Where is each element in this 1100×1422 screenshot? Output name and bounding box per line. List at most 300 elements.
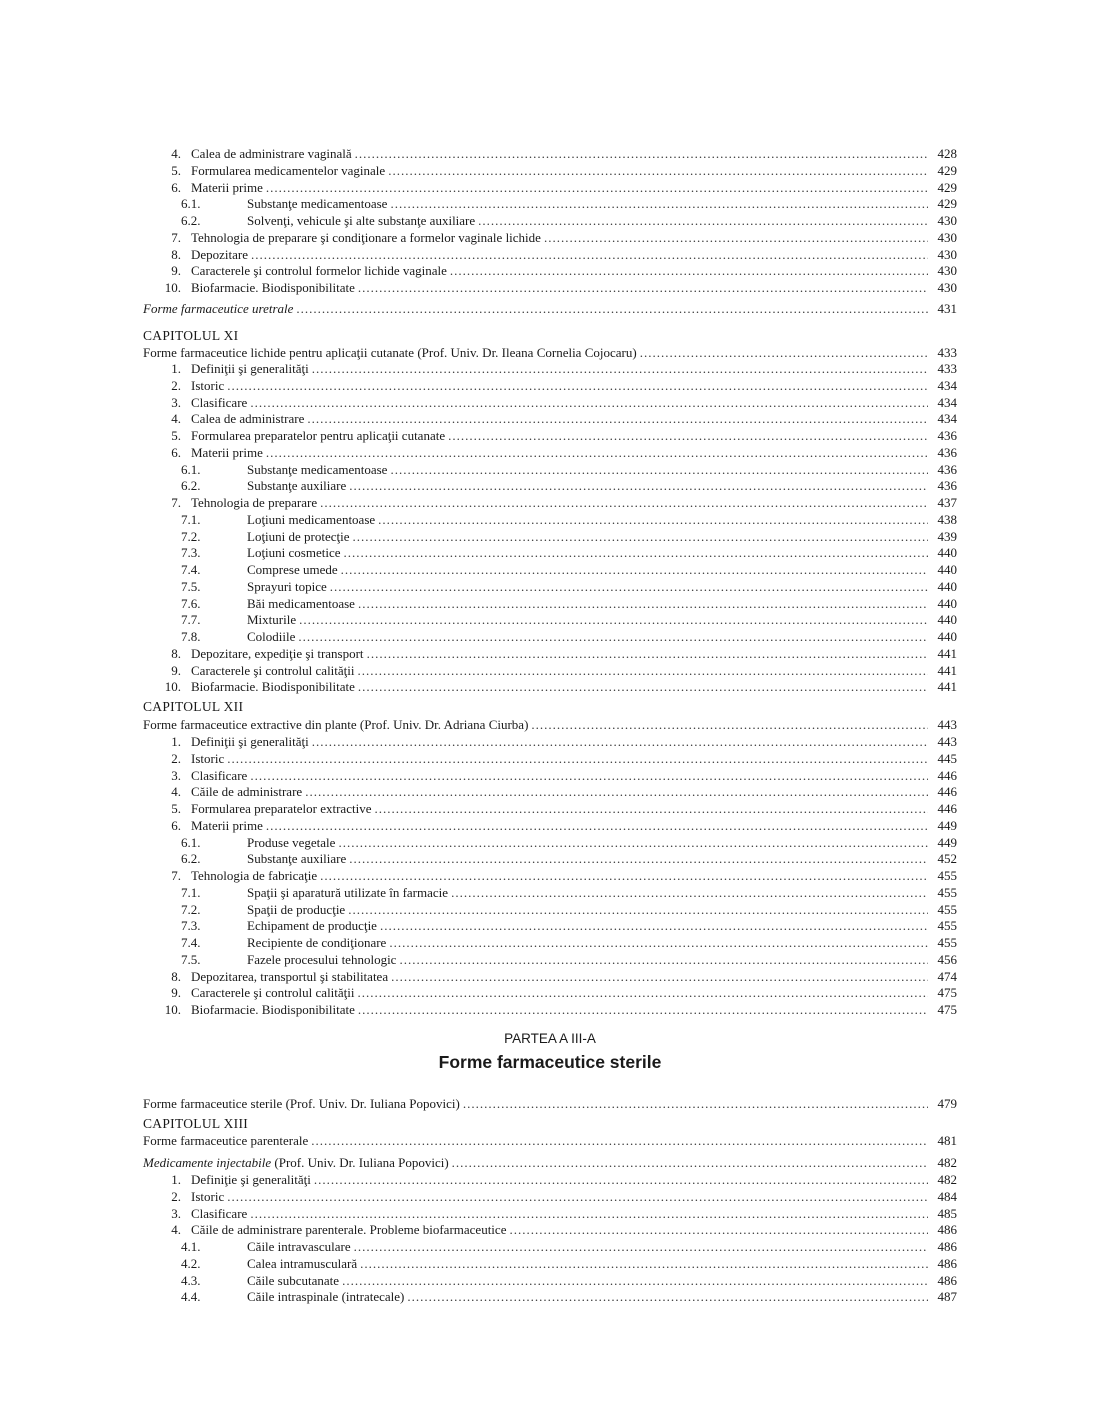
entry-page: 452 bbox=[937, 851, 957, 867]
entry-label: Recipiente de condiţionare bbox=[247, 935, 387, 950]
entry-label: Clasificare bbox=[191, 1205, 248, 1221]
entry-label: Materii prime bbox=[191, 817, 263, 833]
toc-entry bbox=[143, 213, 957, 229]
entry-number: 1. bbox=[171, 361, 181, 376]
entry-number: 7.4. bbox=[181, 935, 201, 950]
leader-dots bbox=[450, 263, 928, 279]
entry-label: Substanţe auxiliare bbox=[247, 478, 347, 494]
entry-number: 6.2. bbox=[181, 213, 201, 228]
entry-number: 6. bbox=[171, 444, 181, 460]
leader-dots bbox=[312, 361, 928, 377]
toc-entry bbox=[143, 247, 957, 263]
toc-entry bbox=[143, 679, 957, 695]
entry-label: Definiţii şi generalităţi bbox=[191, 361, 309, 376]
toc-entry bbox=[143, 985, 957, 1001]
entry-number: 9. bbox=[171, 662, 181, 678]
entry-number: 3. bbox=[171, 767, 181, 783]
leader-dots bbox=[227, 1189, 928, 1205]
toc-entry bbox=[143, 612, 957, 628]
entry-page: 438 bbox=[937, 511, 957, 527]
entry-label: Definiţii şi generalităţi bbox=[191, 734, 309, 749]
entry-label: Forme farmaceutice uretrale bbox=[143, 301, 294, 316]
toc-entry bbox=[143, 428, 957, 444]
entry-page: 482 bbox=[937, 1172, 957, 1187]
entry-number: 7.5. bbox=[181, 578, 201, 594]
toc-entry-sterile bbox=[143, 1096, 957, 1112]
entry-page: 430 bbox=[937, 263, 957, 279]
entry-page: 430 bbox=[937, 280, 957, 295]
leader-dots bbox=[349, 478, 928, 494]
entry-page: 429 bbox=[937, 196, 957, 212]
entry-label: Căile de administrare parenterale. Probleme biofarmaceutice bbox=[191, 1222, 507, 1238]
leader-dots bbox=[390, 196, 928, 212]
entry-number: 10. bbox=[164, 1002, 181, 1017]
entry-number: 7.8. bbox=[181, 629, 201, 644]
entry-label: Tehnologia de fabricaţie bbox=[191, 868, 318, 883]
part-title: Forme farmaceutice sterile bbox=[438, 1052, 662, 1072]
leader-dots bbox=[266, 180, 928, 196]
entry-page: 440 bbox=[937, 595, 957, 611]
leader-dots bbox=[399, 952, 928, 968]
entry-page: 475 bbox=[937, 985, 957, 1001]
toc-entry bbox=[143, 395, 957, 411]
leader-dots bbox=[227, 378, 928, 394]
leader-dots bbox=[250, 395, 928, 411]
entry-label: Calea de administrare bbox=[191, 411, 305, 427]
entry-number: 4.2. bbox=[181, 1255, 201, 1271]
entry-number: 6.1. bbox=[181, 196, 201, 212]
entry-number: 7.1. bbox=[181, 884, 201, 900]
entry-page: 439 bbox=[937, 528, 957, 544]
entry-label: Loţiuni medicamentoase bbox=[247, 511, 376, 527]
leader-dots bbox=[296, 301, 928, 317]
leader-dots bbox=[298, 629, 928, 645]
leader-dots bbox=[407, 1289, 928, 1305]
leader-dots bbox=[311, 1133, 928, 1149]
entry-page: 430 bbox=[937, 213, 957, 228]
entry-page: 433 bbox=[937, 361, 957, 376]
leader-dots bbox=[344, 545, 928, 561]
entry-number: 6.2. bbox=[181, 851, 201, 867]
entry-number: 7.2. bbox=[181, 901, 201, 917]
leader-dots bbox=[367, 646, 928, 662]
entry-number: 10. bbox=[164, 280, 181, 295]
leader-dots bbox=[544, 230, 928, 246]
chapter-title-entry bbox=[143, 345, 957, 361]
leader-dots bbox=[349, 851, 928, 867]
toc-entry bbox=[143, 529, 957, 545]
entry-number: 7.1. bbox=[181, 511, 201, 527]
entry-label: Istoric bbox=[191, 377, 225, 393]
leader-dots bbox=[448, 428, 928, 444]
entry-label: Forme farmaceutice lichide pentru aplicaţii cutanate (Prof. Univ. Dr. Ileana Cornelia Cojocaru) bbox=[143, 345, 637, 360]
entry-number: 1. bbox=[171, 1172, 181, 1187]
toc-entry bbox=[143, 1273, 957, 1289]
toc-entry bbox=[143, 495, 957, 511]
leader-dots bbox=[307, 411, 928, 427]
entry-label: Formularea medicamentelor vaginale bbox=[191, 162, 386, 178]
entry-number: 3. bbox=[171, 394, 181, 410]
entry-label: Forme farmaceutice parenterale bbox=[143, 1133, 309, 1148]
toc-entry bbox=[143, 180, 957, 196]
entry-page: 436 bbox=[937, 478, 957, 494]
entry-label: Căile intraspinale (intratecale) bbox=[247, 1289, 405, 1305]
toc-entry bbox=[143, 918, 957, 934]
entry-page: 455 bbox=[937, 868, 957, 883]
entry-page: 446 bbox=[937, 801, 957, 816]
toc-entry bbox=[143, 280, 957, 296]
entry-number: 6.2. bbox=[181, 478, 201, 494]
entry-page: 449 bbox=[937, 834, 957, 850]
toc-entry bbox=[143, 784, 957, 800]
leader-dots bbox=[358, 1002, 928, 1018]
leader-dots bbox=[358, 596, 928, 612]
entry-number: 7.2. bbox=[181, 528, 201, 544]
entry-number: 7. bbox=[171, 868, 181, 883]
leader-dots bbox=[299, 612, 928, 628]
leader-dots bbox=[358, 663, 928, 679]
entry-page: 455 bbox=[937, 884, 957, 900]
entry-page: 429 bbox=[937, 162, 957, 178]
toc-entry bbox=[143, 885, 957, 901]
entry-page: 486 bbox=[937, 1222, 957, 1238]
leader-dots bbox=[250, 1206, 928, 1222]
leader-dots bbox=[250, 768, 928, 784]
leader-dots bbox=[531, 717, 928, 733]
leader-dots bbox=[312, 734, 928, 750]
leader-dots bbox=[388, 163, 928, 179]
entry-label: Mixturile bbox=[247, 612, 297, 628]
toc-entry bbox=[143, 596, 957, 612]
toc-entry bbox=[143, 445, 957, 461]
toc-entry bbox=[143, 835, 957, 851]
entry-label: Substanţe auxiliare bbox=[247, 851, 347, 867]
entry-label: Istoric bbox=[191, 750, 225, 766]
toc-entry bbox=[143, 1222, 957, 1238]
entry-number: 7.4. bbox=[181, 562, 201, 577]
toc-entry bbox=[143, 562, 957, 578]
entry-page: 446 bbox=[937, 767, 957, 783]
leader-dots bbox=[451, 885, 928, 901]
leader-dots bbox=[463, 1096, 928, 1112]
entry-page: 431 bbox=[937, 301, 957, 316]
toc-entry bbox=[143, 751, 957, 767]
entry-page: 436 bbox=[937, 461, 957, 477]
entry-page: 437 bbox=[937, 495, 957, 510]
entry-label: Materii prime bbox=[191, 444, 263, 460]
entry-label: Forme farmaceutice sterile (Prof. Univ. Dr. Iuliana Popovici) bbox=[143, 1096, 460, 1111]
entry-label: Depozitarea, transportul şi stabilitatea bbox=[191, 968, 389, 984]
toc-entry bbox=[143, 1189, 957, 1205]
leader-dots bbox=[330, 579, 928, 595]
entry-label: Tehnologia de preparare şi condiţionare a formelor vaginale lichide bbox=[191, 229, 541, 245]
entry-label: Caracterele şi controlul calităţii bbox=[191, 985, 355, 1001]
entry-page: 433 bbox=[937, 345, 957, 360]
toc-entry bbox=[143, 902, 957, 918]
entry-number: 6. bbox=[171, 179, 181, 195]
leader-dots bbox=[478, 213, 928, 229]
entry-number: 4. bbox=[171, 411, 181, 427]
entry-label: Căile subcutanate bbox=[247, 1272, 340, 1288]
entry-number: 7.6. bbox=[181, 595, 201, 611]
entry-label: Biofarmacie. Biodisponibilitate bbox=[191, 1002, 355, 1017]
entry-page: 455 bbox=[937, 918, 957, 934]
toc-entry bbox=[143, 512, 957, 528]
leader-dots bbox=[354, 1239, 928, 1255]
leader-dots bbox=[360, 1256, 928, 1272]
entry-number: 4.4. bbox=[181, 1289, 201, 1305]
toc-entry bbox=[143, 851, 957, 867]
leader-dots bbox=[341, 562, 928, 578]
leader-dots bbox=[509, 1222, 928, 1238]
toc-entry bbox=[143, 230, 957, 246]
entry-label: Băi medicamentoase bbox=[247, 595, 355, 611]
entry-number: 7. bbox=[171, 229, 181, 245]
entry-number: 10. bbox=[164, 679, 181, 695]
toc-entry-uretrale bbox=[143, 301, 957, 317]
entry-number: 2. bbox=[171, 1188, 181, 1204]
entry-label: Fazele procesului tehnologic bbox=[247, 951, 397, 967]
entry-label: Substanţe medicamentoase bbox=[247, 461, 388, 477]
entry-label: Forme farmaceutice extractive din plante (Prof. Univ. Dr. Adriana Ciurba) bbox=[143, 717, 529, 732]
entry-label: Comprese umede bbox=[247, 562, 338, 577]
leader-dots bbox=[640, 345, 928, 361]
chapter-heading: CAPITOLUL XII bbox=[143, 699, 244, 714]
entry-number: 6. bbox=[171, 817, 181, 833]
chapter-heading: CAPITOLUL XIII bbox=[143, 1116, 249, 1131]
entry-page: 484 bbox=[937, 1188, 957, 1204]
leader-dots bbox=[380, 918, 928, 934]
entry-number: 8. bbox=[171, 968, 181, 984]
entry-label: Spaţii şi aparatură utilizate în farmacie bbox=[247, 884, 449, 900]
entry-page: 434 bbox=[937, 377, 957, 393]
entry-page: 441 bbox=[937, 662, 957, 678]
leader-dots bbox=[314, 1172, 928, 1188]
entry-label: Colodiile bbox=[247, 629, 296, 644]
entry-page: 449 bbox=[937, 817, 957, 833]
entry-number: 5. bbox=[171, 162, 181, 178]
toc-entry bbox=[143, 768, 957, 784]
entry-label: Materii prime bbox=[191, 179, 263, 195]
toc-entry bbox=[143, 935, 957, 951]
entry-number: 6.1. bbox=[181, 834, 201, 850]
entry-label: Căile de administrare bbox=[191, 784, 303, 800]
entry-page: 455 bbox=[937, 935, 957, 950]
toc-entry bbox=[143, 462, 957, 478]
entry-page: 446 bbox=[937, 784, 957, 800]
leader-dots bbox=[251, 247, 928, 263]
entry-number: 2. bbox=[171, 750, 181, 766]
entry-page: 436 bbox=[937, 428, 957, 443]
entry-number: 4. bbox=[171, 146, 181, 161]
entry-label: Solvenţi, vehicule şi alte substanţe auxiliare bbox=[247, 213, 476, 228]
entry-number: 5. bbox=[171, 428, 181, 443]
entry-page: 430 bbox=[937, 229, 957, 245]
entry-page: 441 bbox=[937, 645, 957, 661]
entry-label: Calea de administrare vaginală bbox=[191, 146, 352, 161]
leader-dots bbox=[338, 835, 928, 851]
toc-entry bbox=[143, 545, 957, 561]
leader-dots bbox=[227, 751, 928, 767]
toc-entry bbox=[143, 646, 957, 662]
entry-page: 430 bbox=[937, 246, 957, 262]
entry-number: 7.3. bbox=[181, 545, 201, 561]
entry-label: Biofarmacie. Biodisponibilitate bbox=[191, 679, 355, 695]
entry-page: 440 bbox=[937, 578, 957, 594]
toc-entry bbox=[143, 1256, 957, 1272]
leader-dots bbox=[389, 935, 928, 951]
toc-entry bbox=[143, 478, 957, 494]
entry-label: Caracterele şi controlul calităţii bbox=[191, 662, 355, 678]
leader-dots bbox=[355, 146, 928, 162]
entry-page: 485 bbox=[937, 1205, 957, 1221]
entry-page: 436 bbox=[937, 444, 957, 460]
entry-page: 482 bbox=[937, 1155, 957, 1170]
entry-page: 487 bbox=[937, 1289, 957, 1305]
entry-page: 440 bbox=[937, 612, 957, 628]
entry-label: Biofarmacie. Biodisponibilitate bbox=[191, 280, 355, 295]
toc-entry bbox=[143, 818, 957, 834]
entry-number: 4. bbox=[171, 1222, 181, 1238]
toc-entry bbox=[143, 378, 957, 394]
entry-number: 7.5. bbox=[181, 951, 201, 967]
entry-page: 440 bbox=[937, 629, 957, 644]
entry-number: 9. bbox=[171, 985, 181, 1001]
leader-dots bbox=[391, 969, 928, 985]
entry-number: 9. bbox=[171, 263, 181, 279]
leader-dots bbox=[378, 512, 928, 528]
entry-page: 440 bbox=[937, 545, 957, 561]
leader-dots bbox=[342, 1273, 928, 1289]
toc-entry bbox=[143, 361, 957, 377]
leader-dots bbox=[358, 280, 928, 296]
entry-number: 3. bbox=[171, 1205, 181, 1221]
toc-entry bbox=[143, 411, 957, 427]
leader-dots bbox=[320, 868, 928, 884]
entry-label: Loţiuni cosmetice bbox=[247, 545, 341, 561]
entry-number: 5. bbox=[171, 801, 181, 816]
entry-page: 475 bbox=[937, 1002, 957, 1017]
leader-dots bbox=[305, 784, 928, 800]
entry-label-author: (Prof. Univ. Dr. Iuliana Popovici) bbox=[271, 1155, 449, 1170]
entry-label: Istoric bbox=[191, 1188, 225, 1204]
entry-label: Depozitare bbox=[191, 246, 249, 262]
chapter-heading: CAPITOLUL XI bbox=[143, 328, 239, 343]
entry-label: Formularea preparatelor extractive bbox=[191, 801, 372, 816]
toc-entry bbox=[143, 1172, 957, 1188]
entry-label: Calea intramusculară bbox=[247, 1255, 358, 1271]
entry-label bbox=[143, 1155, 449, 1171]
toc-entry bbox=[143, 1239, 957, 1255]
toc-entry bbox=[143, 146, 957, 162]
toc-entry bbox=[143, 1289, 957, 1305]
toc-entry bbox=[143, 1002, 957, 1018]
entry-label: Formularea preparatelor pentru aplicaţii cutanate bbox=[191, 428, 446, 443]
entry-label: Depozitare, expediţie şi transport bbox=[191, 645, 364, 661]
entry-label: Loţiuni de protecţie bbox=[247, 528, 350, 544]
entry-page: 440 bbox=[937, 562, 957, 577]
toc-entry bbox=[143, 1206, 957, 1222]
chapter-title-entry bbox=[143, 717, 957, 733]
entry-label: Echipament de producţie bbox=[247, 918, 377, 934]
entry-page: 479 bbox=[937, 1096, 957, 1111]
entry-number: 8. bbox=[171, 645, 181, 661]
toc-entry bbox=[143, 663, 957, 679]
entry-page: 443 bbox=[937, 717, 957, 732]
entry-number: 2. bbox=[171, 377, 181, 393]
leader-dots bbox=[452, 1155, 928, 1171]
entry-page: 434 bbox=[937, 411, 957, 427]
toc-entry bbox=[143, 734, 957, 750]
chapter-title-entry bbox=[143, 1133, 957, 1149]
entry-page: 486 bbox=[937, 1239, 957, 1254]
leader-dots bbox=[348, 902, 928, 918]
entry-label-italic: Medicamente injectabile bbox=[143, 1155, 272, 1170]
leader-dots bbox=[353, 529, 928, 545]
entry-number: 4.1. bbox=[181, 1239, 201, 1254]
entry-page: 486 bbox=[937, 1272, 957, 1288]
toc-entry bbox=[143, 579, 957, 595]
entry-number: 7.3. bbox=[181, 918, 201, 934]
entry-page: 445 bbox=[937, 750, 957, 766]
toc-entry-injectabile bbox=[143, 1155, 957, 1171]
entry-label: Produse vegetale bbox=[247, 834, 336, 850]
entry-page: 481 bbox=[937, 1133, 957, 1148]
entry-page: 486 bbox=[937, 1255, 957, 1271]
entry-label: Substanţe medicamentoase bbox=[247, 196, 388, 212]
leader-dots bbox=[320, 495, 928, 511]
leader-dots bbox=[358, 985, 928, 1001]
entry-number: 4. bbox=[171, 784, 181, 800]
entry-label: Clasificare bbox=[191, 767, 248, 783]
entry-label: Sprayuri topice bbox=[247, 578, 327, 594]
entry-number: 7.7. bbox=[181, 612, 201, 628]
entry-label: Clasificare bbox=[191, 394, 248, 410]
entry-page: 429 bbox=[937, 179, 957, 195]
toc-entry bbox=[143, 801, 957, 817]
entry-number: 4.3. bbox=[181, 1272, 201, 1288]
entry-number: 1. bbox=[171, 734, 181, 749]
toc-entry bbox=[143, 196, 957, 212]
entry-page: 443 bbox=[937, 734, 957, 749]
leader-dots bbox=[266, 445, 928, 461]
entry-number: 6.1. bbox=[181, 461, 201, 477]
toc-entry bbox=[143, 629, 957, 645]
entry-label: Spaţii de producţie bbox=[247, 901, 346, 917]
leader-dots bbox=[390, 462, 928, 478]
entry-label: Tehnologia de preparare bbox=[191, 495, 318, 510]
entry-number: 8. bbox=[171, 246, 181, 262]
leader-dots bbox=[266, 818, 928, 834]
toc-entry bbox=[143, 163, 957, 179]
toc-entry bbox=[143, 969, 957, 985]
leader-dots bbox=[374, 801, 928, 817]
entry-page: 428 bbox=[937, 146, 957, 161]
entry-label: Caracterele şi controlul formelor lichide vaginale bbox=[191, 263, 447, 279]
entry-page: 474 bbox=[937, 968, 957, 984]
entry-label: Căile intravasculare bbox=[247, 1239, 351, 1254]
entry-page: 455 bbox=[937, 901, 957, 917]
entry-number: 7. bbox=[171, 495, 181, 510]
leader-dots bbox=[358, 679, 928, 695]
entry-page: 434 bbox=[937, 394, 957, 410]
entry-page: 456 bbox=[937, 951, 957, 967]
toc-entry bbox=[143, 952, 957, 968]
toc-entry bbox=[143, 868, 957, 884]
entry-label: Definiţie şi generalităţi bbox=[191, 1172, 311, 1187]
part-label: PARTEA A III-A bbox=[504, 1031, 596, 1046]
toc-entry bbox=[143, 263, 957, 279]
